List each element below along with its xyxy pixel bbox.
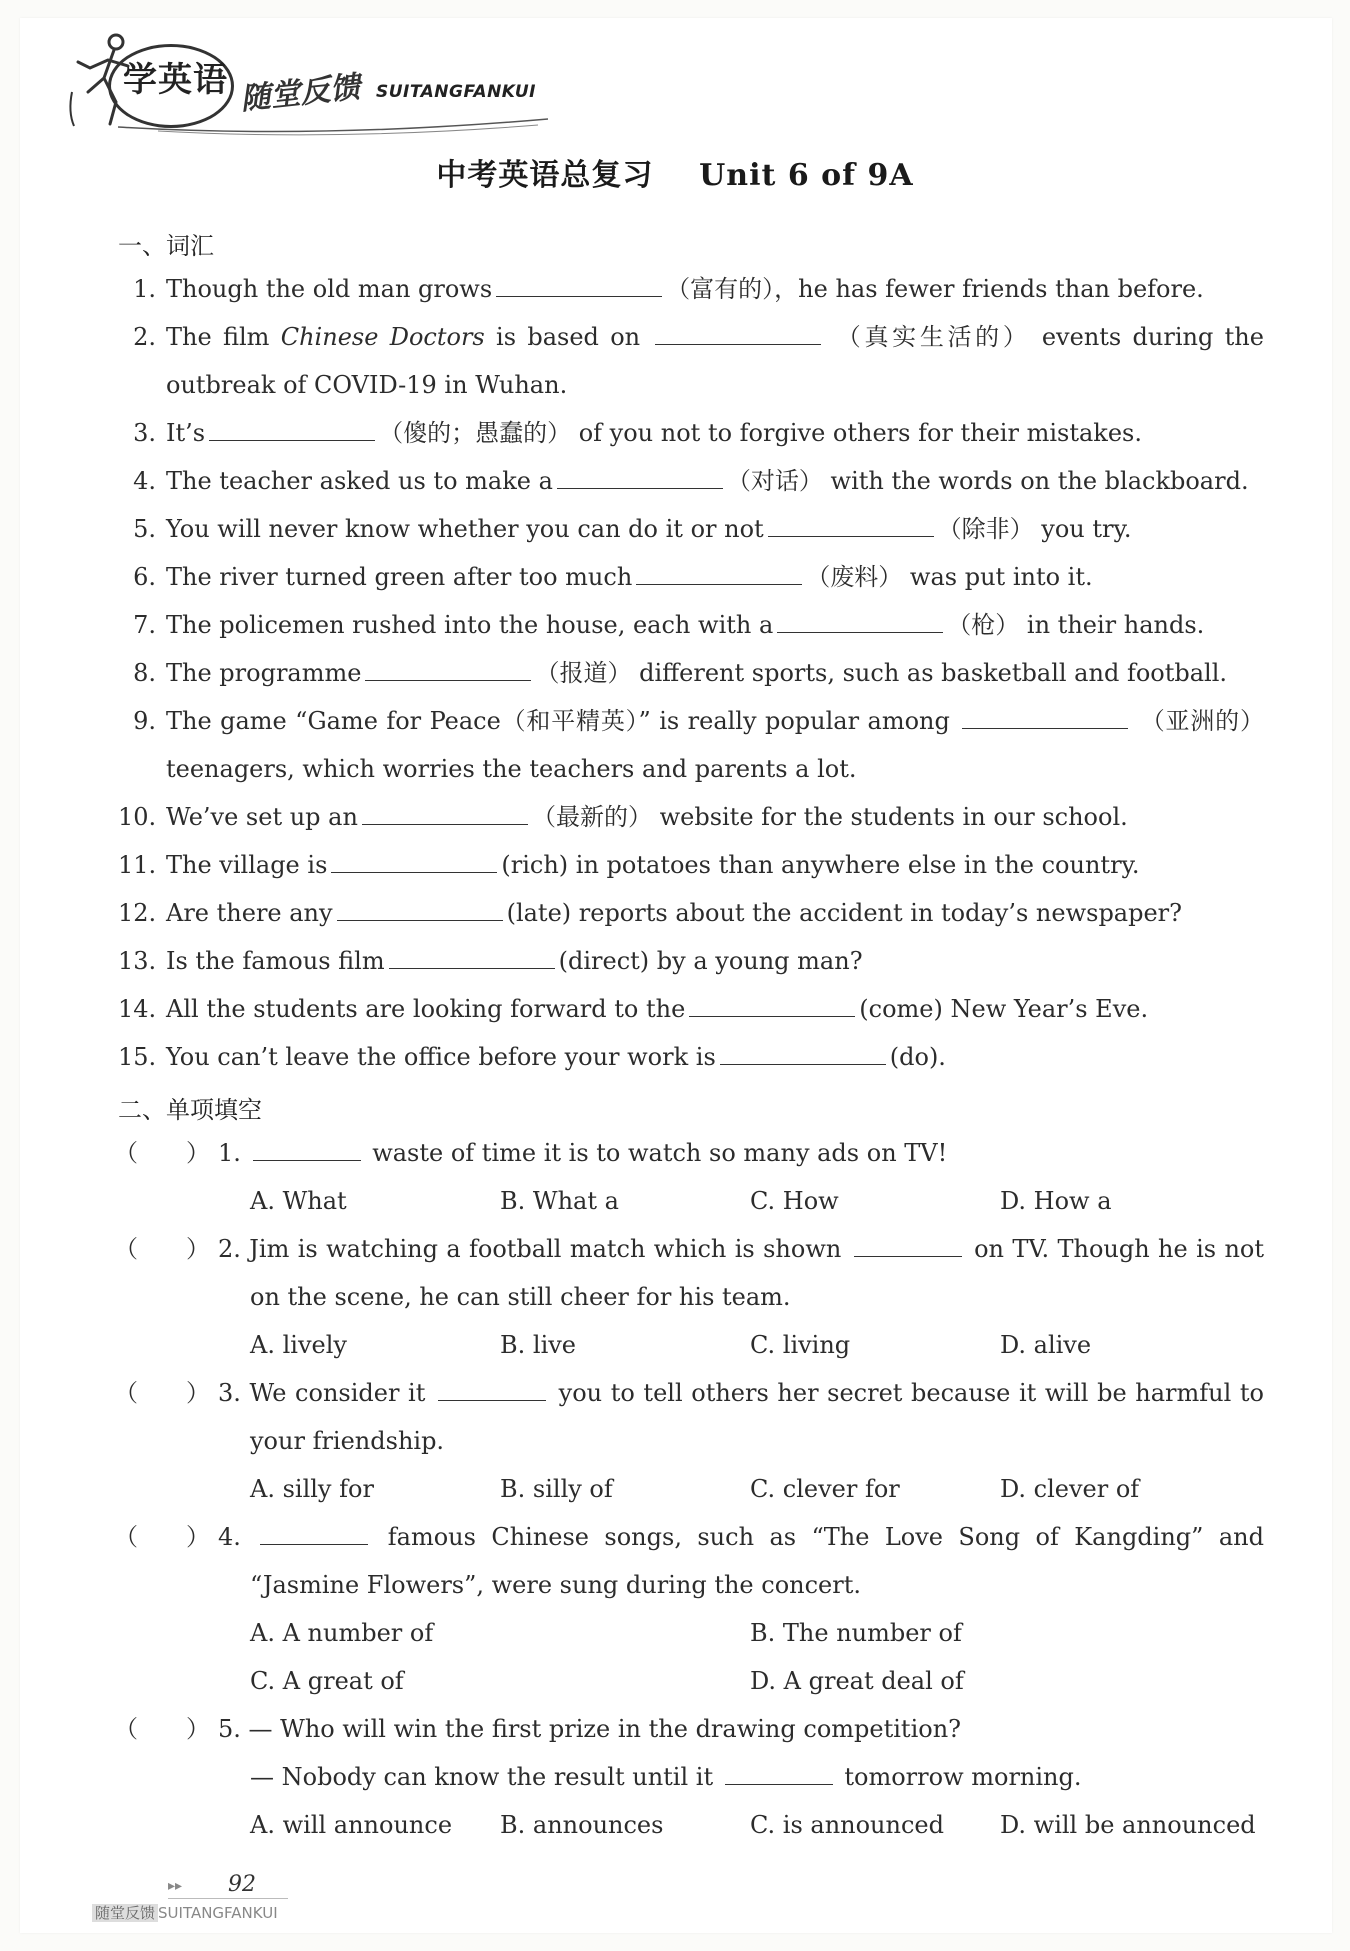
mc-option-c[interactable]: C. living	[750, 1331, 851, 1359]
item-number: 1.	[133, 275, 156, 303]
answer-blank[interactable]	[720, 1044, 886, 1065]
item-number: 13.	[118, 947, 157, 975]
mc-option-c[interactable]: C. is announced	[750, 1811, 944, 1839]
item-number: 12.	[118, 899, 157, 927]
mc-question-4: 4. famous Chinese songs, such as “The Love Song of Kangding” and	[218, 1523, 1264, 1551]
title-en: Unit 6 of 9A	[699, 158, 914, 193]
item-number: 7.	[133, 611, 156, 639]
mc-option-b[interactable]: B. silly of	[500, 1475, 613, 1503]
footer-logo: 随堂反馈 SUITANGFANKUI	[92, 1902, 278, 1923]
item-number: 15.	[118, 1043, 157, 1071]
answer-blank[interactable]	[854, 1236, 962, 1257]
vocab-item-2: The film Chinese Doctors is based on （真实生活的） events during the	[166, 323, 1264, 351]
vocab-item-3: It’s （傻的；愚蠢的） of you not to forgive others for their mistakes.	[166, 419, 1142, 447]
vocab-item-9: The game “Game for Peace（和平精英）” is really popular among （亚洲的）	[166, 707, 1264, 735]
mc-question-2: 2. Jim is watching a football match which is shown on TV. Though he is not	[218, 1235, 1264, 1263]
answer-blank[interactable]	[777, 612, 943, 633]
item-number: 11.	[118, 851, 157, 879]
mc-option-a[interactable]: A. lively	[250, 1331, 347, 1359]
mc-option-c[interactable]: C. A great of	[250, 1667, 404, 1695]
logo-script: 随堂反馈	[238, 69, 362, 118]
vocab-item-5: You will never know whether you can do it or not （除非） you try.	[166, 515, 1132, 543]
mc-option-a[interactable]: A. silly for	[250, 1475, 374, 1503]
mc-option-d[interactable]: D. A great deal of	[750, 1667, 964, 1695]
answer-paren[interactable]: （ ）	[114, 1139, 210, 1167]
mc-option-c[interactable]: C. How	[750, 1187, 839, 1215]
answer-blank[interactable]	[260, 1524, 368, 1545]
item-number: 10.	[118, 803, 157, 831]
arrow-icon: ▸▸	[168, 1878, 183, 1894]
mc-option-b[interactable]: B. announces	[500, 1811, 664, 1839]
footer-divider	[168, 1898, 288, 1899]
item-number: 4.	[133, 467, 156, 495]
vocab-item-9-cont: teenagers, which worries the teachers and parents a lot.	[166, 755, 857, 783]
vocab-item-4: The teacher asked us to make a （对话） with the words on the blackboard.	[166, 467, 1249, 495]
answer-blank[interactable]	[689, 996, 855, 1017]
mc-option-b[interactable]: B. live	[500, 1331, 577, 1359]
mc-question-1: 1. waste of time it is to watch so many ads on TV!	[218, 1139, 948, 1167]
answer-blank[interactable]	[331, 852, 497, 873]
mc-question-2-cont: on the scene, he can still cheer for his team.	[250, 1283, 791, 1311]
mc-option-d[interactable]: D. alive	[1000, 1331, 1092, 1359]
section-heading-choice: 二、单项填空	[118, 1096, 262, 1124]
title-cn: 中考英语总复习	[436, 158, 654, 193]
mc-option-d[interactable]: D. How a	[1000, 1187, 1112, 1215]
answer-blank[interactable]	[209, 420, 375, 441]
answer-blank[interactable]	[636, 564, 802, 585]
mc-question-4-cont: “Jasmine Flowers”, were sung during the concert.	[250, 1571, 861, 1599]
mc-option-c[interactable]: C. clever for	[750, 1475, 900, 1503]
mc-option-a[interactable]: A. A number of	[250, 1619, 434, 1647]
mc-option-b[interactable]: B. The number of	[750, 1619, 962, 1647]
answer-blank[interactable]	[438, 1380, 546, 1401]
answer-blank[interactable]	[389, 948, 555, 969]
answer-blank[interactable]	[365, 660, 531, 681]
item-number: 9.	[133, 707, 156, 735]
vocab-item-7: The policemen rushed into the house, each with a （枪） in their hands.	[166, 611, 1205, 639]
vocab-item-1: Though the old man grows （富有的），he has fewer friends than before.	[166, 275, 1204, 303]
item-number: 5.	[133, 515, 156, 543]
logo-title-cn: 学英语	[123, 60, 228, 100]
mc-question-3: 3. We consider it you to tell others her secret because it will be harmful to	[218, 1379, 1264, 1407]
item-number: 6.	[133, 563, 156, 591]
vocab-item-12: Are there any (late) reports about the accident in today’s newspaper?	[166, 899, 1183, 927]
page-title	[0, 150, 1350, 194]
mc-option-b[interactable]: B. What a	[500, 1187, 619, 1215]
vocab-item-2-cont: outbreak of COVID-19 in Wuhan.	[166, 371, 568, 399]
logo-swoosh	[118, 117, 548, 137]
vocab-item-13: Is the famous film (direct) by a young man?	[166, 947, 863, 975]
answer-paren[interactable]: （ ）	[114, 1523, 210, 1551]
answer-blank[interactable]	[725, 1764, 833, 1785]
mc-option-a[interactable]: A. What	[250, 1187, 347, 1215]
item-number: 14.	[118, 995, 157, 1023]
mc-option-a[interactable]: A. will announce	[250, 1811, 453, 1839]
answer-blank[interactable]	[655, 324, 821, 345]
mc-question-5-cont: — Nobody can know the result until it tomorrow morning.	[250, 1763, 1082, 1791]
answer-blank[interactable]	[962, 708, 1128, 729]
mc-option-d[interactable]: D. will be announced	[1000, 1811, 1256, 1839]
item-number: 2.	[133, 323, 156, 351]
answer-blank[interactable]	[557, 468, 723, 489]
answer-blank[interactable]	[253, 1140, 361, 1161]
answer-paren[interactable]: （ ）	[114, 1235, 210, 1263]
item-number: 8.	[133, 659, 156, 687]
vocab-item-6: The river turned green after too much （废料） was put into it.	[166, 563, 1093, 591]
vocab-item-8: The programme （报道） different sports, such as basketball and football.	[166, 659, 1228, 687]
section-heading-vocab: 一、词汇	[118, 232, 214, 260]
answer-blank[interactable]	[362, 804, 528, 825]
brand-logo	[58, 22, 558, 122]
page-number: 92	[228, 1872, 256, 1897]
answer-paren[interactable]: （ ）	[114, 1379, 210, 1407]
vocab-item-11: The village is (rich) in potatoes than anywhere else in the country.	[166, 851, 1140, 879]
answer-paren[interactable]: （ ）	[114, 1715, 210, 1743]
mc-question-3-cont: your friendship.	[250, 1427, 445, 1455]
mc-question-5: 5. — Who will win the first prize in the drawing competition?	[218, 1715, 962, 1743]
mc-option-d[interactable]: D. clever of	[1000, 1475, 1140, 1503]
vocab-item-15: You can’t leave the office before your work is (do).	[166, 1043, 946, 1071]
answer-blank[interactable]	[496, 276, 662, 297]
answer-blank[interactable]	[768, 516, 934, 537]
vocab-item-14: All the students are looking forward to the (come) New Year’s Eve.	[166, 995, 1149, 1023]
logo-title-en: SUITANGFANKUI	[376, 82, 536, 102]
answer-blank[interactable]	[337, 900, 503, 921]
item-number: 3.	[133, 419, 156, 447]
vocab-item-10: We’ve set up an （最新的） website for the students in our school.	[166, 803, 1128, 831]
